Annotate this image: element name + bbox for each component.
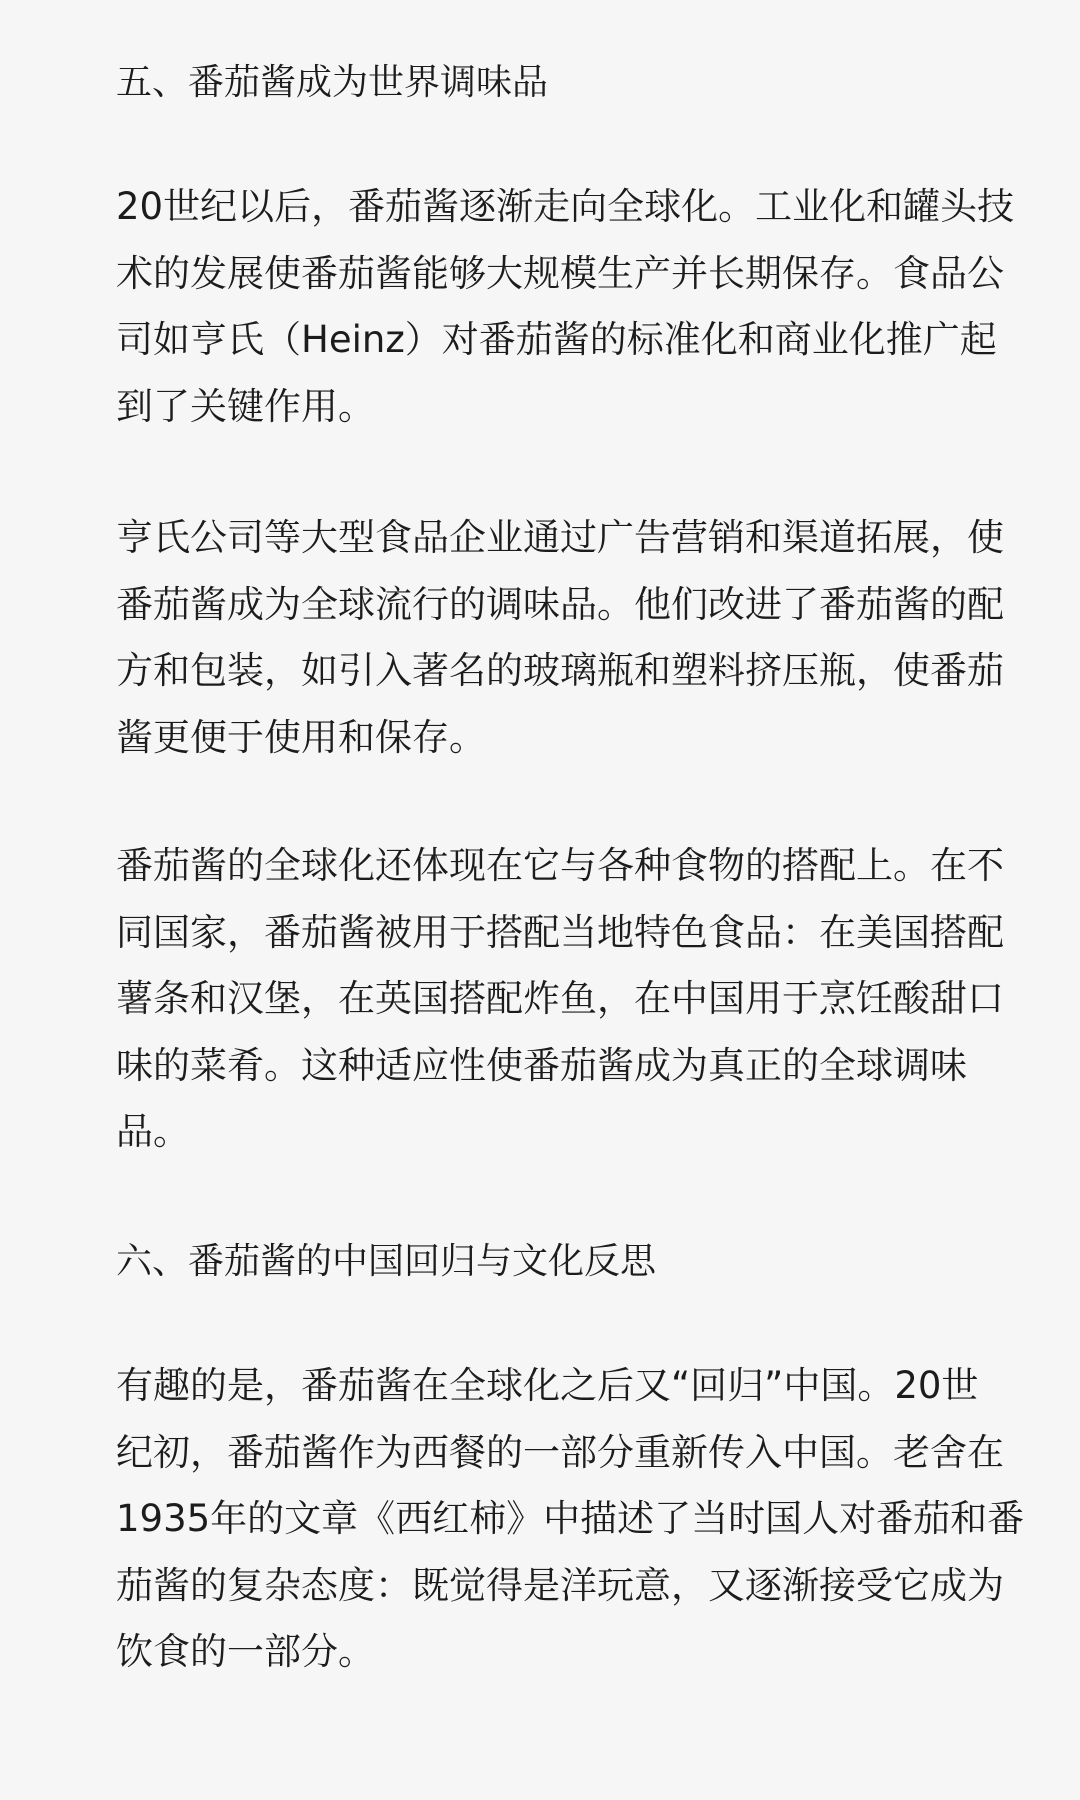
- text-line: 茄酱的复杂态度：既觉得是洋玩意，又逐渐接受它成为: [116, 1563, 1004, 1607]
- text-line: 20世纪以后，番茄酱逐渐走向全球化。工业化和罐头技: [116, 185, 1015, 228]
- text-line: 同国家，番茄酱被用于搭配当地特色食品：在美国搭配: [116, 910, 1004, 954]
- text-line: 到了关键作用。: [116, 384, 375, 428]
- text-line: 司如亨氏（Heinz）对番茄酱的标准化和商业化推广起: [116, 318, 997, 362]
- paragraph-heinz-marketing: [116, 505, 1004, 771]
- section-heading-6: 六、番茄酱的中国回归与文化反思: [116, 1241, 657, 1282]
- section-heading-5: 五、番茄酱成为世界调味品: [116, 62, 549, 103]
- text-line: 酱更便于使用和保存。: [116, 715, 486, 759]
- text-line: 品。: [116, 1110, 190, 1154]
- text-line: 方和包装，如引入著名的玻璃瓶和塑料挤压瓶，使番茄: [116, 649, 1004, 693]
- text-line: 纪初，番茄酱作为西餐的一部分重新传入中国。老舍在: [116, 1430, 1004, 1474]
- text-line: 有趣的是，番茄酱在全球化之后又“回归”中国。20世: [116, 1364, 979, 1407]
- paragraph-globalization: [116, 174, 1014, 440]
- text-line: 番茄酱的全球化还体现在它与各种食物的搭配上。在不: [116, 844, 1004, 887]
- paragraph-food-pairing: [116, 833, 1004, 1166]
- text-line: 薯条和汉堡，在英国搭配炸鱼，在中国用于烹饪酸甜口: [116, 977, 1004, 1021]
- text-line: 亨氏公司等大型食品企业通过广告营销和渠道拓展，使: [116, 516, 1004, 559]
- text-line: 饮食的一部分。: [116, 1630, 375, 1674]
- text-line: 术的发展使番茄酱能够大规模生产并长期保存。食品公: [116, 251, 1004, 295]
- text-line: 番茄酱成为全球流行的调味品。他们改进了番茄酱的配: [116, 582, 1004, 626]
- text-line: 1935年的文章《西红柿》中描述了当时国人对番茄和番: [116, 1497, 1025, 1541]
- text-line: 味的菜肴。这种适应性使番茄酱成为真正的全球调味: [116, 1043, 967, 1087]
- paragraph-return-to-china: [116, 1353, 1024, 1686]
